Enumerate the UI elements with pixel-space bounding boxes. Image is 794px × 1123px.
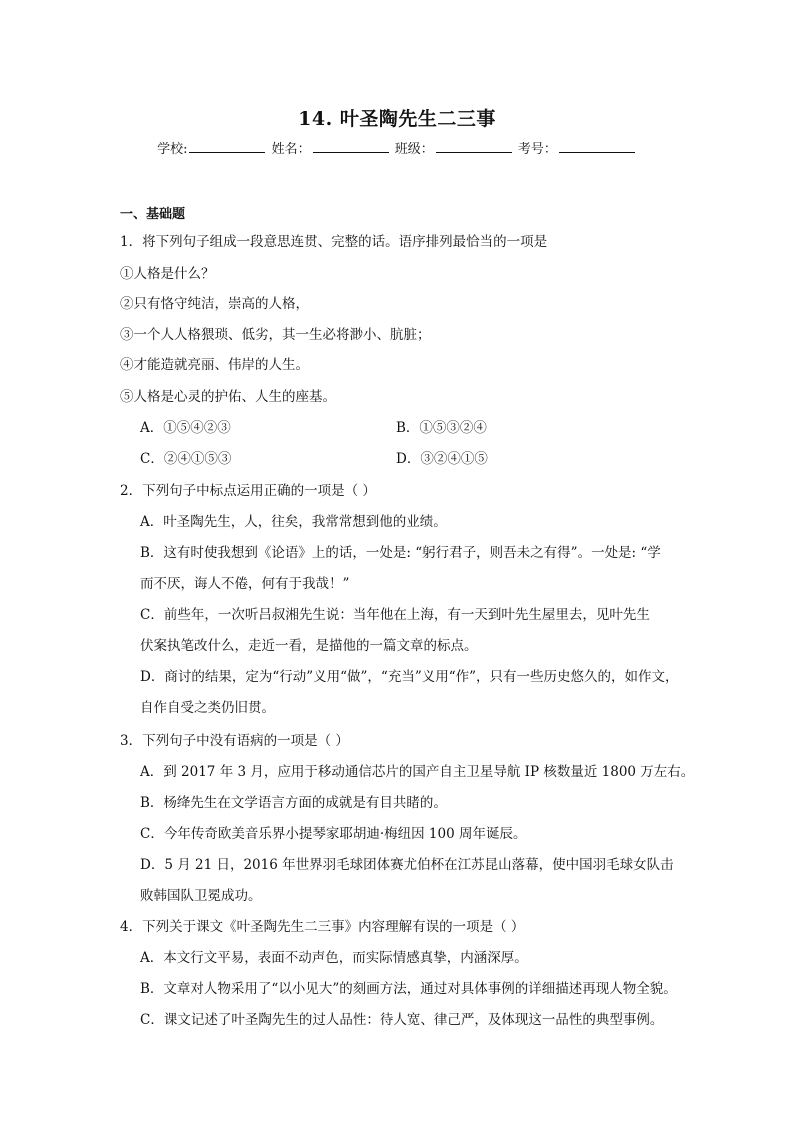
q3-line: C．今年传奇欧美音乐界小提琴家耶胡迪·梅纽因 100 周年诞辰。 xyxy=(140,826,527,842)
q3-line: D．5 月 21 日，2016 年世界羽毛球团体赛尤伯杯在江苏昆山落幕，使中国羽毛球女队击 xyxy=(140,857,674,873)
name-label: 姓名： xyxy=(271,142,311,157)
q4-stem: 4．下列关于课文《叶圣陶先生二三事》内容理解有误的一项是（ ） xyxy=(120,919,525,935)
q3-line: A．到 2017 年 3 月，应用于移动通信芯片的国产自主卫星导航 IP 核数量近 1800 万左右。 xyxy=(140,764,695,780)
student-info-line xyxy=(0,138,794,157)
q1-item: ③一个人人格猥琐、低劣，其一生必将渺小、肮脏； xyxy=(120,327,431,343)
q4-line: C．课文记述了叶圣陶先生的过人品性：待人宽、律己严，及体现这一品性的典型事例。 xyxy=(140,1012,664,1028)
q3-line: 败韩国队卫冕成功。 xyxy=(140,888,262,904)
q2-stem: 2．下列句子中标点运用正确的一项是（ ） xyxy=(120,483,376,499)
q3-line: B．杨绛先生在文学语言方面的成就是有目共睹的。 xyxy=(140,795,447,811)
q2-line: 自作自受之类仍旧贯。 xyxy=(140,700,275,716)
q4-line: A．本文行文平易，表面不动声色，而实际情感真挚，内涵深厚。 xyxy=(140,950,528,966)
q1-item: ⑤人格是心灵的护佑、人生的座基。 xyxy=(120,389,336,405)
q2-line: 伏案执笔改什么，走近一看，是描他的一篇文章的标点。 xyxy=(140,638,478,654)
school-blank xyxy=(189,140,265,153)
name-blank xyxy=(313,140,389,153)
q2-line: B．这有时使我想到《论语》上的话，一处是: “躬行君子，则吾未之有得”。一处是: “学 xyxy=(140,545,661,561)
q2-line: A．叶圣陶先生，人，往矣，我常常想到他的业绩。 xyxy=(140,514,447,530)
q1-item: ②只有恪守纯洁，崇高的人格， xyxy=(120,296,309,312)
q2-line: D．商讨的结果，定为“行动”义用“做”，“充当”义用“作”，只有一些历史悠久的，如作文， xyxy=(140,669,679,685)
q1-option-b: B．①⑤③②④ xyxy=(396,420,487,436)
section-heading: 一、基础题 xyxy=(120,207,186,222)
number-label: 考号： xyxy=(517,142,557,157)
number-blank xyxy=(559,140,635,153)
q3-stem: 3．下列句子中没有语病的一项是（ ） xyxy=(120,733,349,749)
q1-option-c: C．②④①⑤③ xyxy=(140,451,232,467)
q2-line: 而不厌，诲人不倦，何有于我哉！” xyxy=(140,576,350,592)
q1-item: ①人格是什么？ xyxy=(120,266,215,282)
q1-item: ④才能造就亮丽、伟岸的人生。 xyxy=(120,357,309,373)
q4-line: B．文章对人物采用了“以小见大”的刻画方法，通过对具体事例的详细描述再现人物全貌。 xyxy=(140,981,677,997)
page-title: 14. 叶圣陶先生二三事 xyxy=(298,108,496,130)
q1-stem: 1．将下列句子组成一段意思连贯、完整的话。语序排列最恰当的一项是 xyxy=(120,234,548,250)
class-blank xyxy=(436,140,512,153)
q1-option-a: A．①⑤④②③ xyxy=(140,420,231,436)
q2-line: C．前些年，一次听吕叔湘先生说：当年他在上海，有一天到叶先生屋里去，见叶先生 xyxy=(140,607,650,623)
q1-option-d: D．③②④①⑤ xyxy=(396,451,488,467)
class-label: 班级： xyxy=(394,142,434,157)
school-label: 学校: xyxy=(157,142,188,157)
